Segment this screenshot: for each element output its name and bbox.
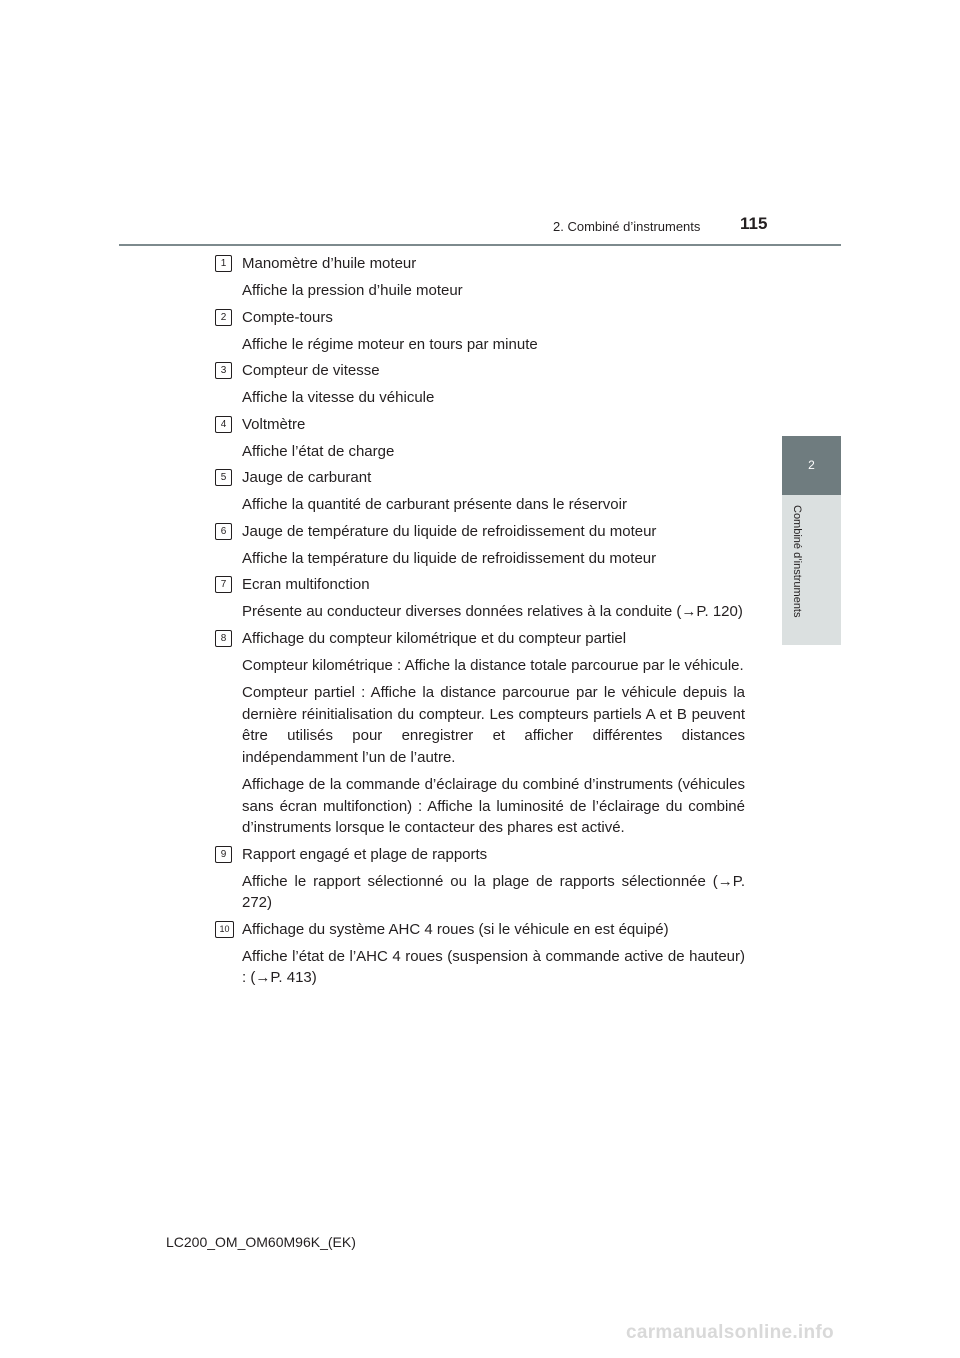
item-title: Jauge de carburant: [242, 469, 372, 486]
item-number-badge: 4: [215, 416, 232, 433]
item-title: Jauge de température du liquide de refroidissement du moteur: [242, 522, 657, 540]
list-item: [215, 468, 745, 516]
item-number-badge: 10: [215, 921, 234, 938]
item-description: Affiche le régime moteur en tours par minute: [242, 335, 538, 353]
item-title: Rapport engagé et plage de rapports: [242, 845, 488, 863]
list-item: [215, 254, 745, 302]
item-number-badge: 7: [215, 576, 232, 593]
instrument-list: [215, 254, 745, 995]
list-item: [215, 522, 745, 570]
item-description: Compteur kilométrique : Affiche la distance totale parcourue par le véhicule.: [242, 656, 744, 674]
watermark-logo[interactable]: carmanualsonline.info: [626, 1322, 834, 1343]
footer-doc-code: LC200_OM_OM60M96K_(EK): [166, 1234, 356, 1250]
item-number-badge: 5: [215, 469, 232, 486]
item-title: Affichage du compteur kilométrique et du compteur partiel: [242, 629, 627, 647]
page-number: 115: [740, 214, 768, 233]
list-item: [215, 920, 745, 989]
item-number-badge: 6: [215, 523, 232, 540]
item-number-badge: 9: [215, 846, 232, 863]
item-description: Affiche la température du liquide de refroidissement du moteur: [242, 549, 657, 567]
item-title: Voltmètre: [242, 415, 306, 433]
list-item: [215, 575, 745, 623]
header-section-title: 2. Combiné d’instruments: [553, 219, 701, 234]
list-item: [215, 361, 745, 409]
item-number-badge: 8: [215, 630, 232, 647]
item-description: Affiche l’état de l’AHC 4 roues (suspension à commande active de hauteur) : (→P. 413): [242, 947, 745, 986]
chapter-tab-label: Combiné d’instruments: [791, 505, 803, 618]
item-title: Compteur de vitesse: [242, 362, 380, 379]
list-item: [215, 845, 745, 914]
item-description: Affiche la quantité de carburant présente dans le réservoir: [242, 496, 627, 513]
header-rule: [119, 244, 841, 246]
item-description: Affichage de la commande d’éclairage du combiné d’instruments (véhicules sans écran multifonction) : Affiche la luminosité de l’éclairage du combiné d’instruments lorsque le contacteur des phares est activé.: [242, 776, 745, 836]
item-title: Manomètre d’huile moteur: [242, 255, 417, 272]
chapter-tab-number: 2: [808, 458, 815, 472]
item-number-badge: 2: [215, 309, 232, 326]
item-description: Affiche l’état de charge: [242, 442, 395, 460]
chapter-tab[interactable]: [782, 436, 841, 495]
item-title: Ecran multifonction: [242, 576, 370, 593]
item-description: Présente au conducteur diverses données relatives à la conduite (→P. 120): [242, 603, 743, 620]
item-title: Affichage du système AHC 4 roues (si le véhicule en est équipé): [242, 920, 669, 938]
item-description: Affiche la pression d’huile moteur: [242, 282, 463, 299]
list-item: [215, 415, 745, 463]
item-description: Compteur partiel : Affiche la distance parcourue par le véhicule depuis la dernière réinitialisation du compteur. Les compteurs partiels A et B peuvent être utilisés pour enregistrer et afficher différentes distances indépendamment l’un de l’autre.: [242, 684, 745, 766]
list-item: [215, 629, 745, 839]
item-title: Compte-tours: [242, 308, 333, 326]
item-number-badge: 3: [215, 362, 232, 379]
item-description: Affiche le rapport sélectionné ou la plage de rapports sélectionnée (→P. 272): [242, 872, 745, 911]
list-item: [215, 308, 745, 356]
item-description: Affiche la vitesse du véhicule: [242, 389, 435, 406]
item-number-badge: 1: [215, 255, 232, 272]
